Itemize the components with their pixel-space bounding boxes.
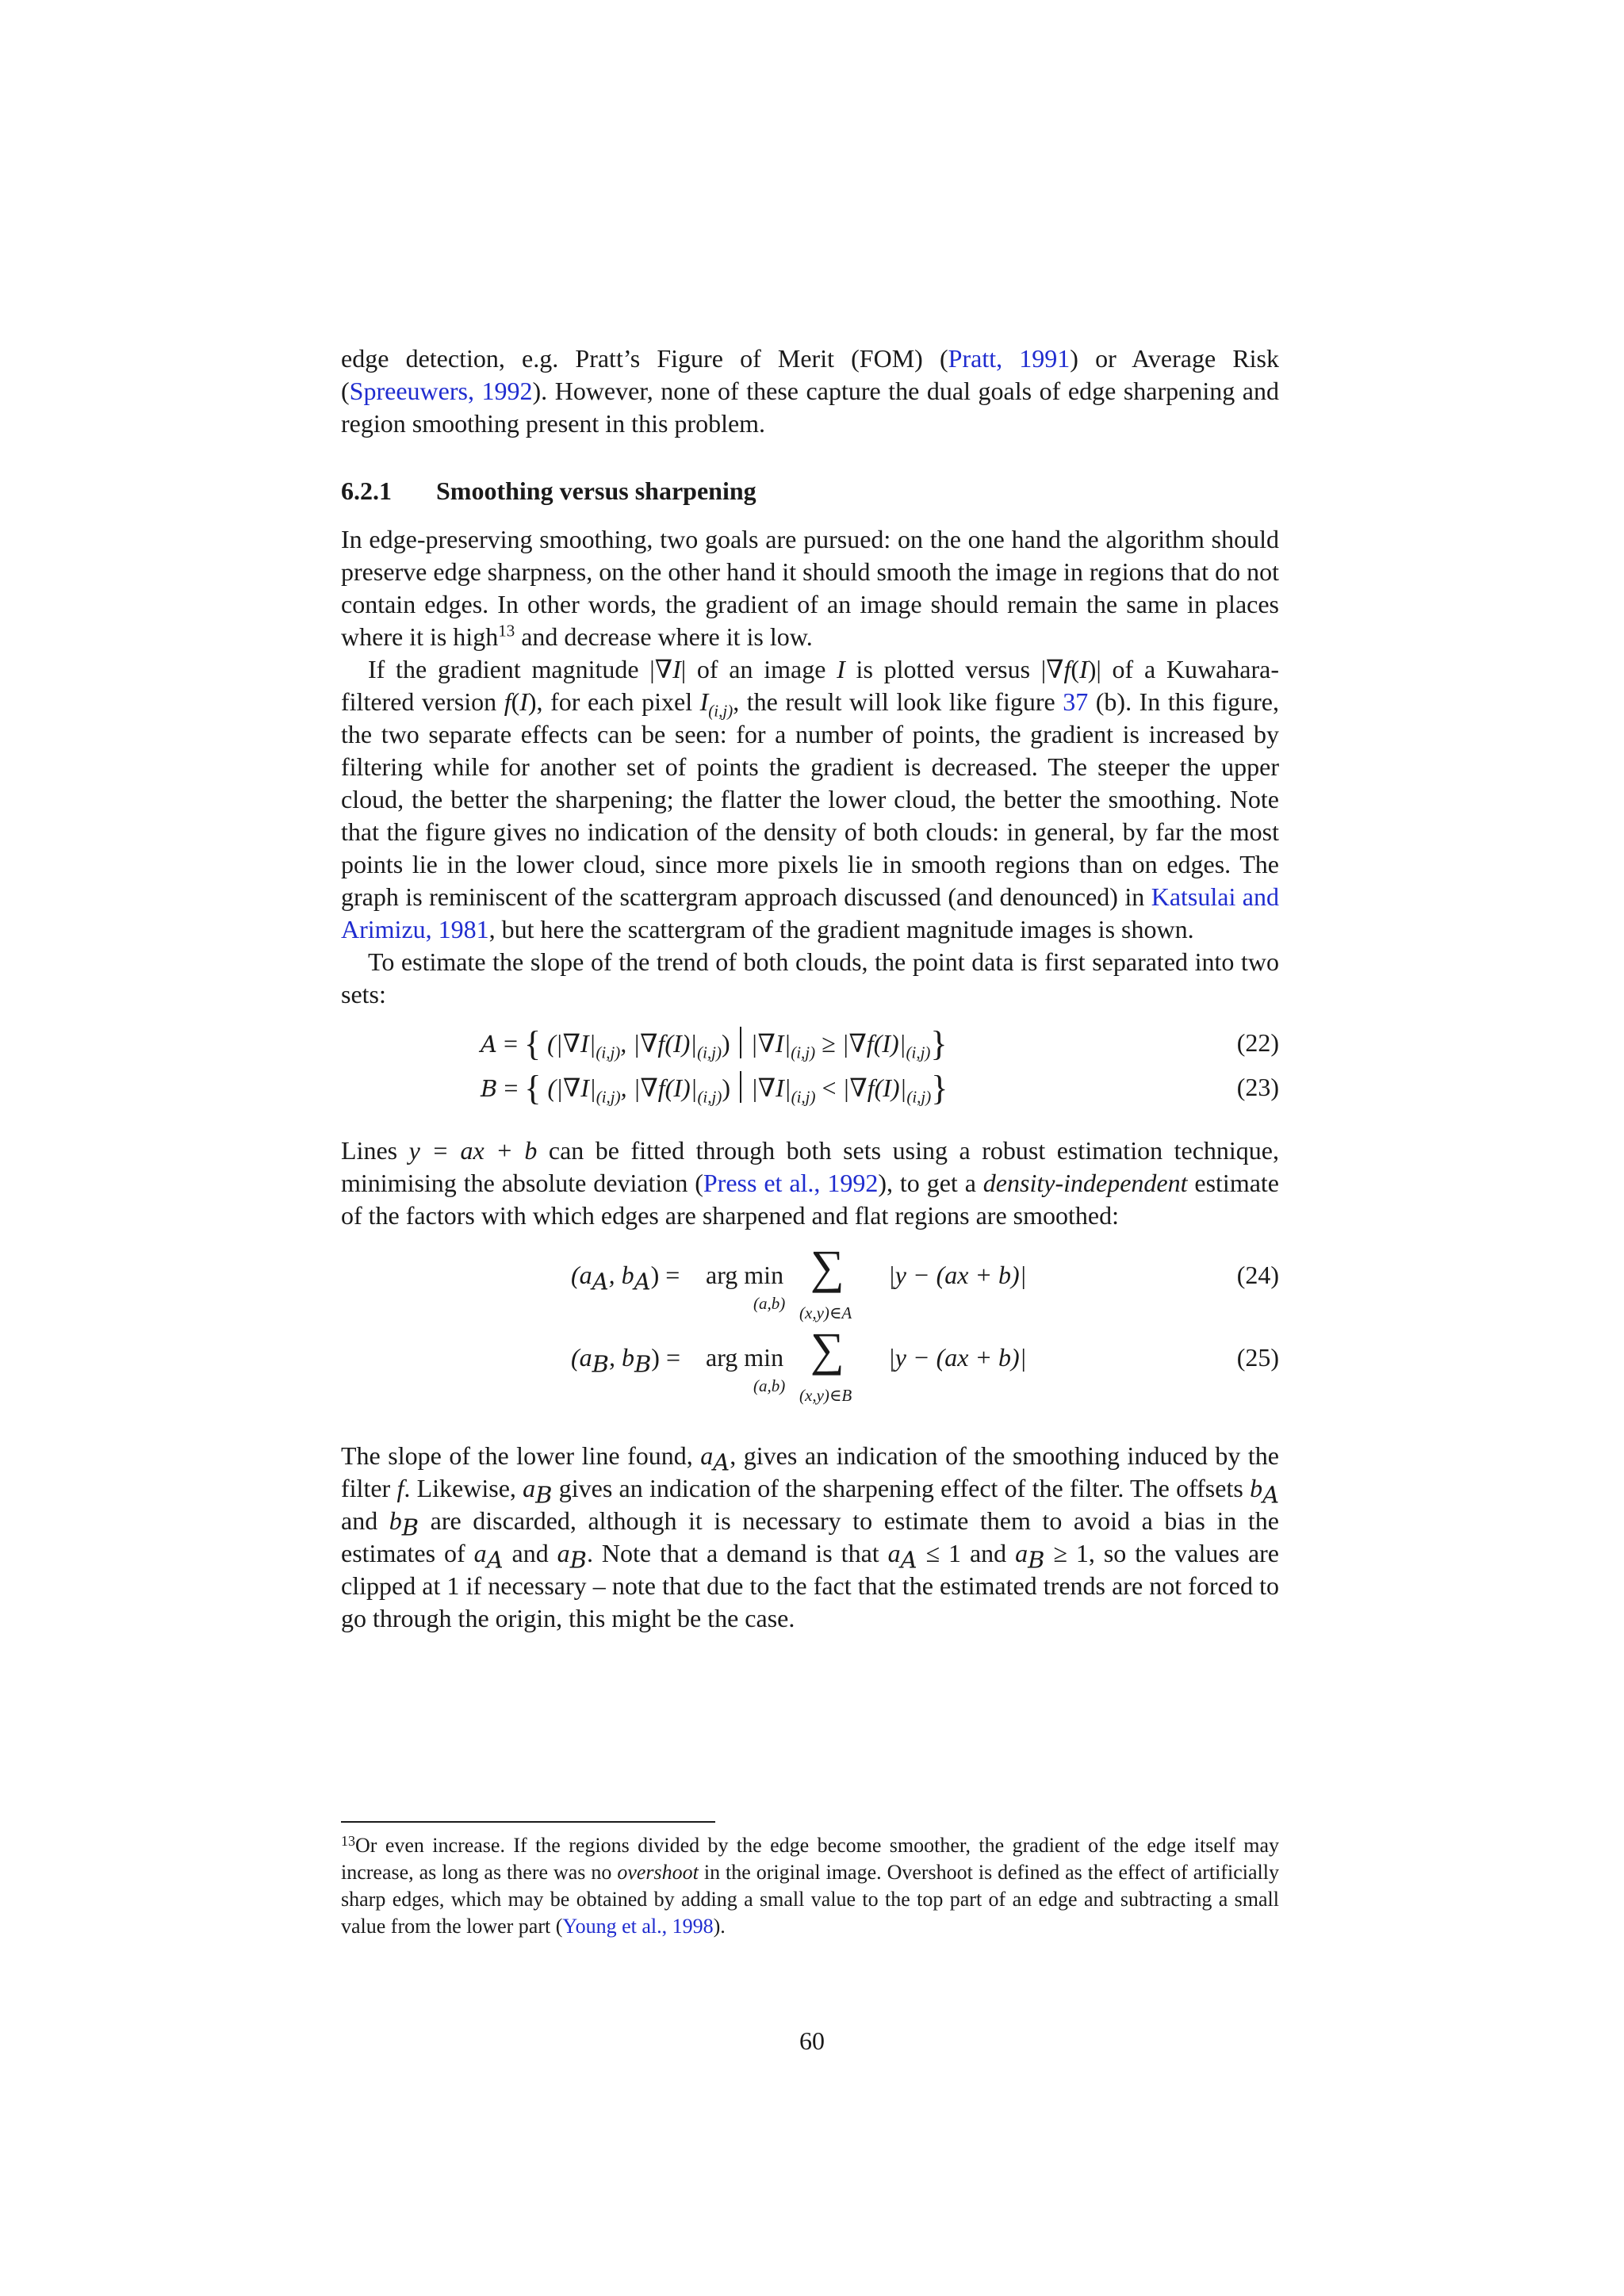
math-run: |∇I| xyxy=(751,1073,791,1102)
section-heading xyxy=(341,475,1279,507)
text-run: | of an image xyxy=(680,655,837,683)
set-divider xyxy=(740,1071,741,1103)
math-op: = xyxy=(497,1073,525,1102)
math-var: a xyxy=(887,1539,901,1567)
math-var: a xyxy=(523,1474,536,1502)
text-run: and xyxy=(503,1539,557,1567)
equation-number: (24) xyxy=(1236,1261,1279,1289)
equation-number: (25) xyxy=(1236,1343,1279,1372)
brace: } xyxy=(930,1024,948,1063)
equation-body xyxy=(481,1069,948,1108)
math-var: f xyxy=(504,687,511,716)
text-run: in the original image. Overshoot is defined as the effect of artificially sharp edges, which may be obtained by adding a small value to the top part of an edge and subtracting a small value from the lower part ( xyxy=(341,1861,1279,1938)
math-run: , b xyxy=(608,1343,634,1372)
math-var: I xyxy=(837,655,845,683)
text-run: (b). In this figure, the two separate effects can be seen: for a number of points, the gradient is increased by filtering while for another set of points the gradient is decreased. The steeper the upper cloud, the better the sharpening; the flatter the lower cloud, the better the smoothing. Note that the figure gives no indication of the density of both clouds: in general, by far the most points lie in the lower cloud, since more pixels lie in smooth regions than on edges. The graph is reminiscent of the scattergram approach discussed (and denounced) in xyxy=(341,687,1280,911)
math-run: (|∇I| xyxy=(541,1073,596,1102)
equation-lhs xyxy=(571,1341,680,1378)
paragraph-5 xyxy=(341,1440,1279,1635)
math-subscript: A xyxy=(713,1448,730,1476)
math-run: (|∇I| xyxy=(541,1029,596,1058)
math-var: I xyxy=(672,655,681,683)
sum-subscript: (x,y)∈B xyxy=(799,1386,852,1405)
math-subscript: A xyxy=(900,1546,917,1574)
math-run: ≥ 1 xyxy=(1044,1539,1089,1567)
math-run: ≤ 1 xyxy=(917,1539,962,1567)
text-run: Lines xyxy=(341,1136,409,1165)
math-var: b xyxy=(389,1506,402,1535)
math-run: |∇f(I)| xyxy=(842,1073,907,1102)
paragraph-1 xyxy=(341,523,1279,653)
text-run: ). xyxy=(713,1915,726,1938)
math-var: a xyxy=(700,1441,714,1470)
math-var: I xyxy=(519,687,528,716)
text-run: edge detection, e.g. Pratt’s Figure of Merit (FOM) ( xyxy=(341,344,948,373)
math-subscript: (i,j) xyxy=(596,1087,621,1107)
section-title: Smoothing versus sharpening xyxy=(436,476,756,505)
emphasis: overshoot xyxy=(617,1861,699,1884)
equation-number: (22) xyxy=(1236,1028,1279,1057)
set-definitions xyxy=(341,1024,1279,1115)
math-run: , |∇f(I)| xyxy=(620,1073,698,1102)
math-subscript: (i,j) xyxy=(906,1043,931,1062)
math-subscript: B xyxy=(634,1350,652,1378)
brace: { xyxy=(524,1024,542,1063)
set-symbol: A xyxy=(481,1031,497,1058)
text-run: ), for each pixel xyxy=(527,687,700,716)
math-run: ) xyxy=(722,1073,730,1102)
set-divider xyxy=(740,1027,741,1058)
text-run: , but here the scattergram of the gradient magnitude images is shown. xyxy=(488,915,1194,943)
math-run: , b xyxy=(608,1261,634,1289)
math-subscript: (i,j) xyxy=(906,1087,932,1107)
footnote-13 xyxy=(341,1827,1279,1940)
math-subscript: A xyxy=(634,1268,651,1295)
text-run: . Likewise, xyxy=(404,1474,523,1502)
math-run: ) = xyxy=(651,1343,680,1372)
math-var: I xyxy=(699,687,709,716)
text-run: The slope of the lower line found, xyxy=(341,1441,701,1470)
argmin-operator: arg min xyxy=(706,1261,784,1289)
paragraph-2 xyxy=(341,653,1279,946)
argmin-subscript: (a,b) xyxy=(753,1294,786,1313)
equation-lhs xyxy=(571,1259,680,1295)
text-run: is plotted versus |∇ xyxy=(845,655,1064,683)
text-run: , gives an indication of the smoothing induced by the filter xyxy=(341,1441,1280,1502)
argmin-operator: arg min xyxy=(706,1343,784,1372)
text-run: and xyxy=(341,1506,389,1535)
equation-22 xyxy=(341,1024,1279,1071)
sum-symbol: ∑ xyxy=(810,1241,845,1293)
math-subscript: (i,j) xyxy=(697,1087,722,1107)
text-run: In edge-preserving smoothing, two goals are pursued: on the one hand the algorithm should preserve edge sharpness, on the other hand it should smooth the image in regions that do not contain edges. In other words, the gradient of an image should remain the same in places where it is high xyxy=(341,525,1279,651)
brace: } xyxy=(931,1069,948,1108)
math-subscript: B xyxy=(569,1546,587,1574)
math-run: |∇I| xyxy=(750,1029,791,1058)
sum-symbol: ∑ xyxy=(810,1323,845,1376)
brace: { xyxy=(524,1069,542,1108)
text-run: and decrease where it is low. xyxy=(515,622,813,651)
equation-rhs: |y − (ax + b)| xyxy=(888,1261,1027,1289)
footnote-mark: 13 xyxy=(341,1833,355,1849)
footnote-rule xyxy=(341,1821,715,1823)
math-subscript: (i,j) xyxy=(791,1087,816,1107)
math-subscript: (i,j) xyxy=(708,701,733,721)
math-run: |∇f(I)| xyxy=(841,1029,906,1058)
set-symbol: B xyxy=(481,1075,498,1102)
math-subscript: A xyxy=(486,1546,504,1574)
citation-link[interactable]: Young et al., 1998 xyxy=(562,1915,714,1938)
text-run: ). However, none of these capture the dual goals of edge sharpening and region smoothing present in this problem. xyxy=(341,377,1280,438)
equation-body xyxy=(481,1024,948,1063)
text-run: , so the values are clipped at 1 if necessary – note that due to the fact that the estimated trends are not forced to go through the origin, this might be the case. xyxy=(341,1539,1280,1632)
math-var: I xyxy=(1079,655,1088,683)
text-run: . Note that a demand is that xyxy=(586,1539,888,1567)
math-subscript: (i,j) xyxy=(791,1043,816,1062)
math-subscript: (i,j) xyxy=(596,1043,621,1062)
citation-link[interactable]: Spreeuwers, 1992 xyxy=(349,377,533,405)
math-op: ≥ xyxy=(815,1029,842,1058)
argmin-equations xyxy=(341,1241,1279,1421)
figure-link[interactable]: 37 xyxy=(1063,687,1089,716)
math-subscript: A xyxy=(592,1268,609,1295)
math-var: f xyxy=(396,1474,404,1502)
text-run: are discarded, although it is necessary to estimate them to avoid a bias in the estimates of xyxy=(341,1506,1280,1567)
math-run: , |∇f(I)| xyxy=(620,1029,698,1058)
text-run: , the result will look like figure xyxy=(733,687,1063,716)
math-run: ) = xyxy=(650,1261,680,1289)
equation-rhs: |y − (ax + b)| xyxy=(888,1343,1027,1372)
math-run: (a xyxy=(571,1343,592,1372)
math-var: f xyxy=(1063,655,1071,683)
text-run: ), to get a xyxy=(878,1169,983,1197)
text-run: and xyxy=(961,1539,1016,1567)
math-run: (a xyxy=(571,1261,592,1289)
text-run: can be fitted through both sets using a robust estimation technique, minimising the absolute deviation ( xyxy=(341,1136,1280,1197)
math-var: a xyxy=(1015,1539,1028,1567)
text-run: ( xyxy=(511,687,520,716)
math-subscript: B xyxy=(592,1350,609,1378)
sum-subscript: (x,y)∈A xyxy=(799,1303,852,1322)
paragraph-4 xyxy=(341,1135,1279,1232)
citation-link[interactable]: Katsulai and Arimizu, 1981 xyxy=(341,882,1280,943)
math-var: b xyxy=(1250,1474,1263,1502)
citation-link[interactable]: Pratt, 1991 xyxy=(948,344,1071,373)
emphasis: density-independent xyxy=(982,1169,1188,1197)
text-run: Or even increase. If the regions divided by the edge become smoother, the gradient of the edge itself may increase, as long as there was no xyxy=(341,1834,1279,1884)
paragraph-3 xyxy=(341,946,1279,1011)
paragraph-intro xyxy=(341,342,1279,440)
math-var: a xyxy=(557,1539,570,1567)
math-subscript: B xyxy=(1028,1546,1045,1574)
equation-number: (23) xyxy=(1236,1073,1279,1101)
text-run: gives an indication of the sharpening effect of the filter. The offsets xyxy=(552,1474,1251,1502)
text-run: ( xyxy=(1071,655,1080,683)
text-run: )| of a Kuwahara-filtered version xyxy=(341,655,1280,716)
text-run: To estimate the slope of the trend of both clouds, the point data is first separated into two sets: xyxy=(341,947,1279,1008)
citation-link[interactable]: Press et al., 1992 xyxy=(703,1169,879,1197)
text-run: estimate of the factors with which edges are sharpened and flat regions are smoothed: xyxy=(341,1169,1280,1230)
text-run: ) or Average Risk ( xyxy=(341,344,1280,405)
math-run: ) xyxy=(721,1029,730,1058)
body-text xyxy=(341,342,1279,1635)
math-subscript: B xyxy=(401,1513,419,1541)
math-subscript: (i,j) xyxy=(697,1043,722,1062)
equation-23 xyxy=(341,1071,1279,1115)
math-op: = xyxy=(496,1029,524,1058)
page-number: 60 xyxy=(799,2026,825,2055)
equation-25 xyxy=(341,1323,1279,1421)
section-number: 6.2.1 xyxy=(341,476,392,505)
math-subscript: A xyxy=(1262,1481,1280,1509)
footnote-ref[interactable]: 13 xyxy=(498,621,515,641)
math-op: < xyxy=(815,1073,843,1102)
inline-math: y = ax + b xyxy=(408,1136,538,1165)
argmin-subscript: (a,b) xyxy=(753,1376,786,1395)
math-subscript: B xyxy=(535,1481,553,1509)
text-run: If the gradient magnitude |∇ xyxy=(368,655,673,683)
math-var: a xyxy=(473,1539,487,1567)
